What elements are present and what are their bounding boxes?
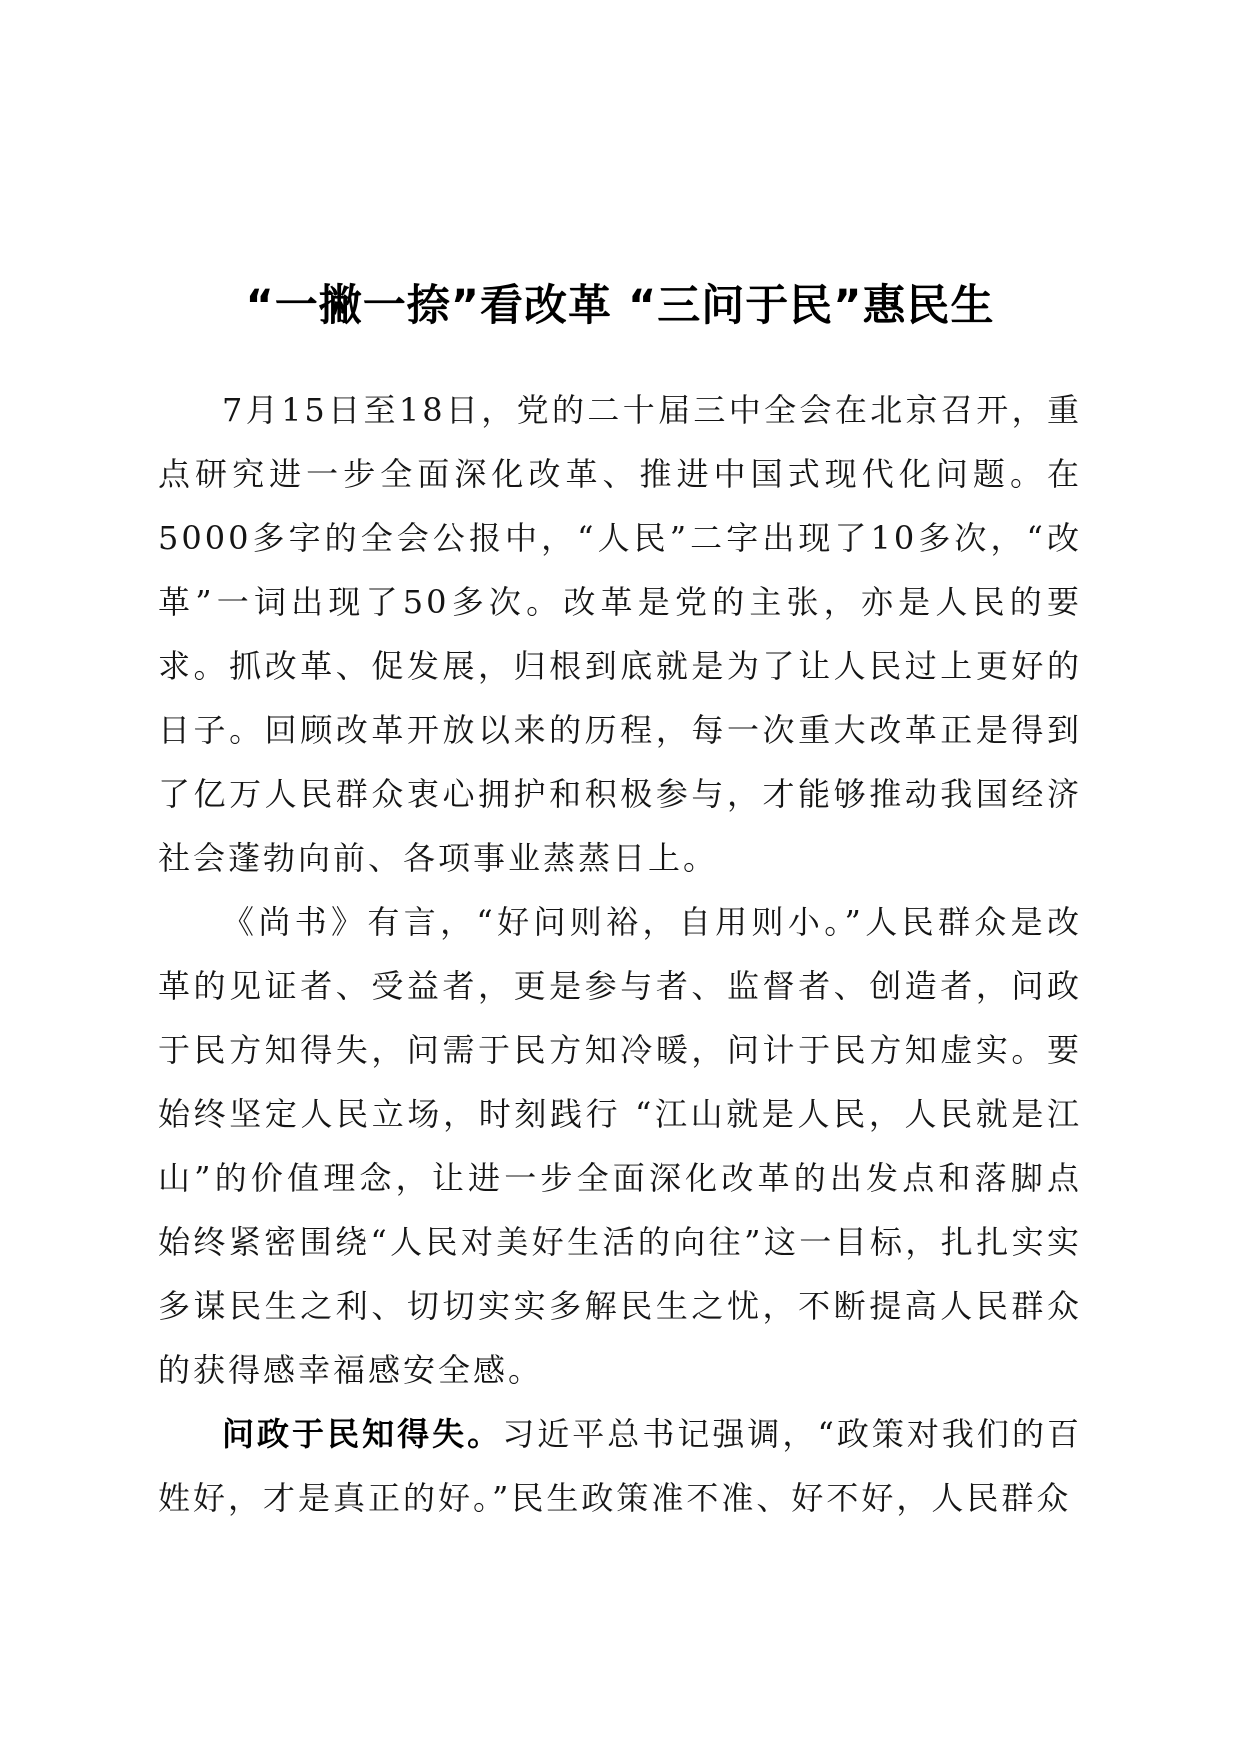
paragraph-shangshu-quote — [158, 890, 1082, 1402]
paragraph-text: 《尚书》有言，“好问则裕，自用则小。”人民群众是改革的见证者、受益者，更是参与者、监督者、创造者，问政于民方知得失，问需于民方知冷暖，问计于民方知虚实。要始终坚定人民立场，时刻践行 “江山就是人民，人民就是江山”的价值理念，让进一步全面深化改革的出发点和落脚点始终紧密围绕“人民对美好生活的向往”这一目标，扎扎实实多谋民生之利、切切实实多解民生之忧，不断提高人民群众的获得感幸福感安全感。 — [158, 903, 1082, 1389]
document-title: “一撇一捺”看改革 “三问于民”惠民生 — [245, 280, 995, 331]
paragraph-text: 7月15日至18日，党的二十届三中全会在北京召开，重点研究进一步全面深化改革、推进中国式现代化问题。在5000多字的全会公报中，“人民”二字出现了10多次，“改革”一词出现了50多次。改革是党的主张，亦是人民的要求。抓改革、促发展，归根到底就是为了让人民过上更好的日子。回顾改革开放以来的历程，每一次重大改革正是得到了亿万人民群众衷心拥护和积极参与，才能够推动我国经济社会蓬勃向前、各项事业蒸蒸日上。 — [158, 391, 1082, 877]
document-body — [158, 378, 1082, 1530]
paragraph-plenary-session — [158, 378, 1082, 890]
paragraph-lead-heading: 问政于民知得失。 — [222, 1415, 503, 1453]
paragraph-text: 习近平总书记强调，“政策对我们的百姓好，才是真正的好。”民生政策准不准、好不好，人民群众 — [158, 1415, 1082, 1517]
paragraph-ask-government — [158, 1402, 1082, 1530]
